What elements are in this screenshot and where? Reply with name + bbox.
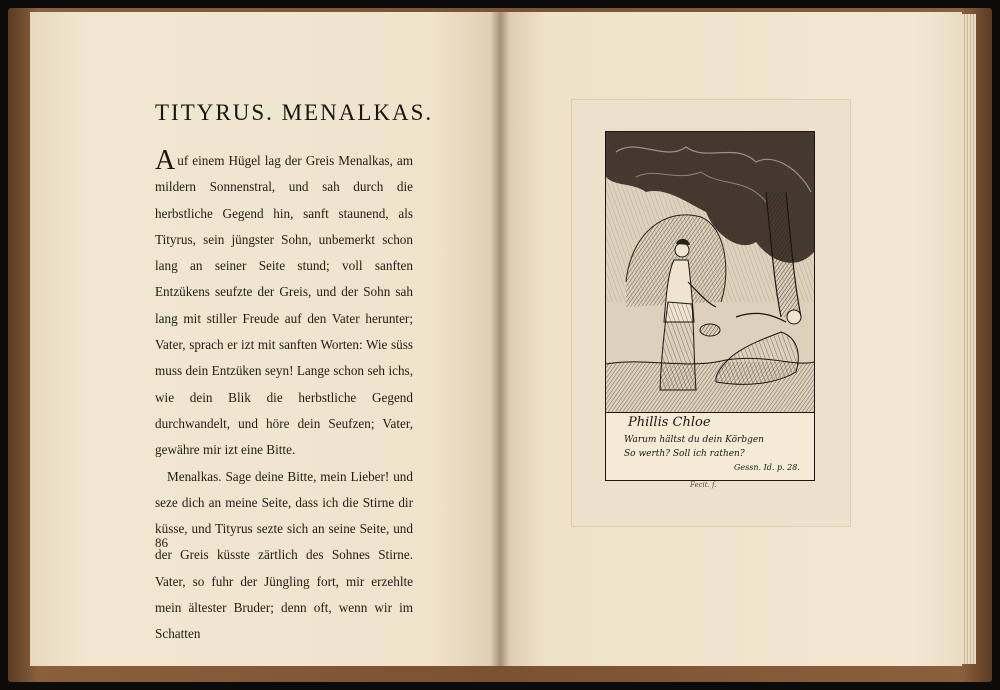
body-text: [155, 145, 413, 648]
caption-names: Phillis Chloe: [628, 415, 711, 430]
page-number: 86: [155, 535, 168, 550]
paragraph-1: [155, 145, 413, 464]
caption-line-1: Warum hältst du dein Körbgen: [624, 435, 764, 445]
plate-caption: [606, 412, 814, 481]
engraver-signature: Fecit. f.: [690, 481, 717, 489]
paragraph-1-text: uf einem Hügel lag der Greis Menalkas, am mildern Sonnenstral, und sah durch die herbstliche Gegend hin, sanft staunend, als Tityrus, sein jüngster Sohn, unbemerkt schon lang an seiner Seite stund; voll sanften Entzükens seufzte der Greis, und der Sohn sah lang mit stiller Freude auf den Vater herunter; Vater, sprach er izt mit sanften Worten: Wie süss muss dein Entzüken seyn! Lange schon seh ichs, wie dein Blik die herbstliche Gegend durchwandelt, und höre dein Seufzen; Vater, gewähre mir izt eine Bitte.: [155, 153, 413, 458]
engraving-plate: [605, 131, 815, 481]
engraving-illustration: [606, 132, 814, 412]
caption-line-2: So werth? Soll ich rathen?: [624, 449, 745, 459]
book-gutter: [490, 12, 510, 666]
paragraph-2: Menalkas. Sage deine Bitte, mein Lieber! und seze dich an meine Seite, dass ich die Stirne dir küsse, und Tityrus sezte sich an seine Seite, und der Greis küsste zärtlich des Sohnes Stirne. Vater, so fuhr der Jüngling fort, mir erzehlte mein ältester Bruder; denn oft, wenn wir im Schatten: [155, 468, 413, 642]
drop-cap: A: [155, 145, 176, 176]
page-edges: [962, 14, 976, 664]
caption-reference: Gessn. Id. p. 28.: [734, 463, 800, 472]
page-title: TITYRUS. MENALKAS.: [155, 100, 434, 125]
